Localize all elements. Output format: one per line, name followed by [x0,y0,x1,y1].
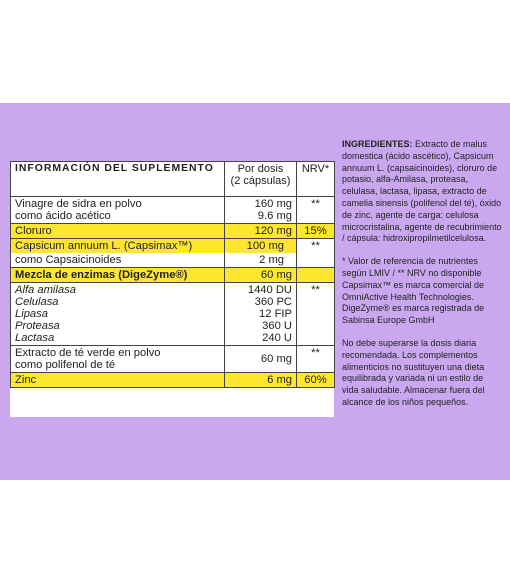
enzyme-amount: 12 FIP [259,308,292,320]
enzyme-amount: 360 U [262,320,292,332]
enzyme-amount: 360 PC [254,296,292,308]
row-nrv: ** [297,346,335,373]
row-amount [225,283,297,346]
ingredients-paragraph [342,139,502,245]
row-name: Mezcla de enzimas (DigeZyme®) [11,268,225,283]
row-name [11,283,225,346]
enzyme-name: Alfa amilasa [15,284,76,296]
header-dose-line2: (2 cápsulas) [230,175,291,187]
row-amount: 60 mg [225,346,297,373]
row-amount-line: 9.6 mg [257,210,292,222]
row-amount-line: 160 mg [254,198,292,210]
table-row [11,346,335,373]
enzyme-name: Proteasa [15,320,60,332]
row-nrv: ** [297,197,335,224]
row-nrv: ** [297,239,335,268]
side-text [342,139,502,420]
row-nrv: 15% [297,224,335,239]
header-name: INFORMACIÓN DEL SUPLEMENTO [11,162,225,197]
table-header-row [11,162,335,197]
table-row [11,373,335,388]
row-nrv: ** [297,283,335,346]
row-name-line: como Capsaicinoides [15,254,122,266]
ingredients-text: Extracto de malus domestica (ácido ascético), Capsicum annuum L. (capsaicinoides), cloruro de potasio, alfa-Amilasa, proteasa, celulasa, lactasa, lipasa, extracto de camelia sinensis (polifenol del té), óxido de zinc, agente de carga: celulosa microcristalina, agente de recubrimiento / cápsula: hidroxipropilmetilcelulosa. [342,139,502,244]
row-amount: 6 mg [225,373,297,388]
enzyme-name: Lipasa [15,308,48,320]
row-name [11,346,225,373]
row-amount [225,239,297,268]
row-name [11,197,225,224]
table-row [11,283,335,346]
enzyme-name: Celulasa [15,296,59,308]
row-amount: 60 mg [225,268,297,283]
row-name-line: Extracto de té verde en polvo [15,347,161,359]
row-amount: 120 mg [225,224,297,239]
enzyme-amount: 240 U [262,332,292,344]
row-amount-line: 2 mg [259,254,284,266]
row-name-line: como polifenol de té [15,359,116,371]
enzyme-name: Lactasa [15,332,55,344]
supplement-table [10,161,334,417]
warning-paragraph: No debe superarse la dosis diaria recomendada. Los complementos alimenticios no sustituyen una dieta equilibrada y variada ni un estilo de vida saludable. Almacenar fuera del alcance de los niños pequeños. [342,337,485,407]
row-nrv [297,268,335,283]
enzyme-amount: 1440 DU [247,284,292,296]
ingredients-label: INGREDIENTES: [342,139,413,149]
table-row [11,197,335,224]
table-row [11,268,335,283]
header-nrv: NRV* [297,162,335,197]
header-dose [225,162,297,197]
header-dose-line1: Por dosis [237,163,284,175]
row-name-line: Vinagre de sidra en polvo [15,198,142,210]
notes-paragraph: * Valor de referencia de nutrientes según LMIV / ** NRV no disponible Capsimax™ es marca comercial de OmniActive Health Technologies. DigeZyme® es marca registrada de Sabinsa Europe GmbH [342,256,485,326]
row-amount [225,197,297,224]
row-amount-line: 100 mg [225,239,296,253]
row-name-line: como ácido acético [15,210,111,222]
row-name [11,239,225,268]
table-row [11,239,335,268]
row-nrv: 60% [297,373,335,388]
row-name-line: Capsicum annuum L. (Capsimax™) [11,239,224,253]
row-name: Zinc [11,373,225,388]
row-name: Cloruro [11,224,225,239]
table-row [11,224,335,239]
